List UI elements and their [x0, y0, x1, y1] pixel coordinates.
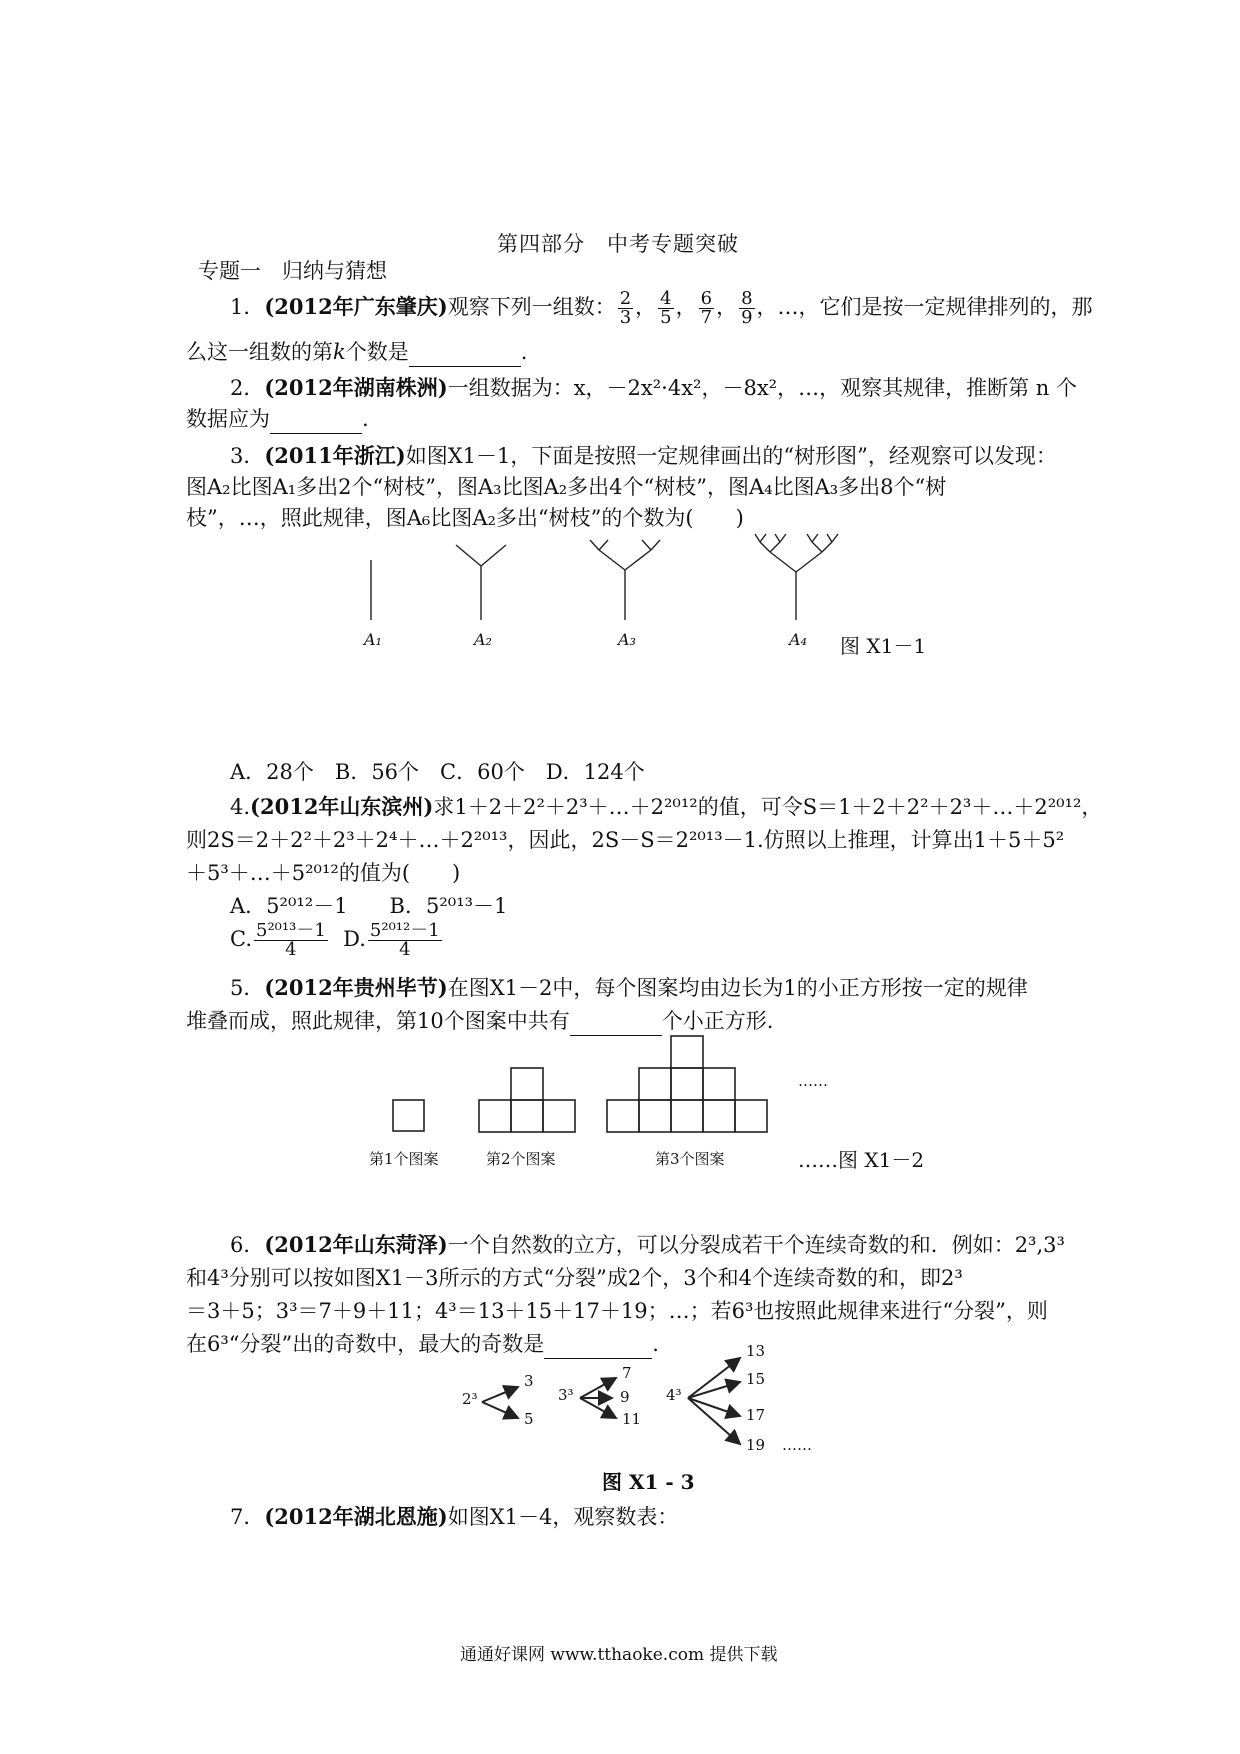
question-4-options-ab: A．5²⁰¹²－1 B．5²⁰¹³－1 [230, 894, 508, 918]
q5-source: (2012年贵州毕节) [264, 975, 448, 1000]
q4-option-c-fraction: $\frac{\text{5²⁰¹³－1}}{4}$ [256, 920, 326, 960]
q1-source: (2012年广东肇庆) [264, 294, 448, 319]
q4-option-d-fraction: $\frac{\text{5²⁰¹²－1}}{4}$ [369, 920, 440, 960]
tree-label-a1: A₁ [364, 630, 382, 649]
question-2-line-2: 数据应为 . [186, 404, 369, 434]
question-6-line-2: 和4³分别可以按如图X1－3所示的方式“分裂”成2个，3个和4个连续奇数的和，即2³ [186, 1266, 963, 1290]
question-6-line-1: 6．(2012年山东菏泽)一个自然数的立方，可以分裂成若干个连续奇数的和．例如：2³,3³ [230, 1232, 1065, 1257]
split-value-11: 11 [622, 1410, 642, 1428]
split-base-3-cubed: 3³ [558, 1386, 574, 1404]
question-3-options: A．28个 B．56个 C．60个 D．124个 [230, 760, 645, 784]
pattern-3-label: 第3个图案 [655, 1150, 725, 1168]
question-4-line-2: 则2S＝2＋2²＋2³＋2⁴＋…＋2²⁰¹³，因此，2S－S＝2²⁰¹³－1.仿照以上推理，计算出1＋5＋5² [186, 828, 1065, 852]
question-5-line-2: 堆叠而成，照此规律，第10个图案中共有 个小正方形. [186, 1006, 773, 1036]
pattern-1-label: 第1个图案 [369, 1150, 439, 1168]
tree-label-a2: A₂ [474, 630, 492, 649]
split-value-7: 7 [622, 1364, 632, 1382]
question-1-line-1: 1．(2012年广东肇庆)观察下列一组数： $\frac{2}{3}$ ， $\frac{4}{5}$ ， $\frac{6}{7}$ ， $\frac{8}{9}$ ，…，它们是按一定规律排列的，那 [230, 288, 1093, 328]
topic-title: 专题一 归纳与猜想 [198, 259, 387, 283]
q7-source: (2012年湖北恩施) [264, 1504, 448, 1529]
question-3-line-1: 3．(2011年浙江)如图X1－1，下面是按照一定规律画出的“树形图”，经观察可以发现： [230, 443, 1057, 468]
question-4-line-1: 4.(2012年山东滨州)求1＋2＋2²＋2³＋…＋2²⁰¹²的值，可令S＝1＋2＋2²＋2³＋…＋2²⁰¹²， [230, 794, 1103, 819]
split-value-17: 17 [746, 1406, 766, 1424]
q6-source: (2012年山东菏泽) [264, 1232, 448, 1257]
tree-label-a3: A₃ [618, 630, 636, 649]
question-6-line-3: ＝3＋5；3³＝7＋9＋11；4³＝13＋15＋17＋19；…；若6³也按照此规律来进行“分裂”，则 [186, 1299, 1048, 1323]
split-value-15: 15 [746, 1370, 766, 1388]
split-value-9: 9 [620, 1388, 630, 1406]
split-value-3: 3 [524, 1372, 534, 1390]
pattern-2-label: 第2个图案 [486, 1150, 556, 1168]
q1-variable-k: k [333, 340, 346, 364]
split-base-2-cubed: 2³ [462, 1390, 478, 1408]
q1-fraction-1: $\frac{2}{3}$ [619, 288, 632, 328]
split-base-4-cubed: 4³ [666, 1386, 682, 1404]
question-3-line-3: 枝”，…，照此规律，图A₆比图A₂多出“树枝”的个数为( ) [186, 506, 744, 530]
question-4-options-cd: C. $\frac{\text{5²⁰¹³－1}}{4}$ D. $\frac{\text{5²⁰¹²－1}}{4}$ [230, 920, 440, 960]
figure-x1-1-caption: 图 X1－1 [840, 634, 927, 658]
split-value-13: 13 [746, 1342, 766, 1360]
split-continuation-dots: …… [782, 1436, 812, 1454]
question-2-line-1: 2．(2012年湖南株洲)一组数据为：x，－2x²·4x²，－8x²，…，观察其规律，推断第 n 个 [230, 375, 1077, 400]
split-value-19: 19 [746, 1436, 766, 1454]
question-4-line-3: ＋5³＋…＋5²⁰¹²的值为( ) [186, 861, 461, 885]
q1-text-a: 观察下列一组数： [447, 295, 616, 319]
figure-x1-3-caption: 图 X1 - 3 [602, 1470, 695, 1494]
q3-source: (2011年浙江) [264, 443, 406, 468]
tree-label-a4: A₄ [789, 630, 807, 649]
question-1-line-2: 么这一组数的第k个数是 . [186, 337, 527, 367]
q2-source: (2012年湖南株洲) [264, 375, 448, 400]
q4-source: (2012年山东滨州) [250, 794, 434, 819]
figure-x1-2-caption: ……图 X1－2 [798, 1148, 925, 1172]
page-footer: 通通好课网 www.tthaoke.com 提供下载 [460, 1645, 778, 1665]
split-value-5: 5 [524, 1410, 534, 1428]
q1-text-b: ，…，它们是按一定规律排列的，那 [756, 295, 1093, 319]
pattern-continuation-dots: …… [798, 1072, 828, 1090]
question-5-line-1: 5．(2012年贵州毕节)在图X1－2中，每个图案均由边长为1的小正方形按一定的规律 [230, 975, 1028, 1000]
q1-fraction-3: $\frac{6}{7}$ [700, 288, 713, 328]
q1-fraction-2: $\frac{4}{5}$ [660, 288, 672, 328]
q1-fraction-4: $\frac{8}{9}$ [741, 288, 753, 328]
q1-number: 1． [230, 295, 265, 319]
page-heading: 第四部分 中考专题突破 [497, 232, 739, 256]
question-6-line-4: 在6³“分裂”出的奇数中，最大的奇数是 . [186, 1329, 659, 1359]
question-7-line-1: 7．(2012年湖北恩施)如图X1－4，观察数表： [230, 1504, 679, 1529]
question-3-line-2: 图A₂比图A₁多出2个“树枝”，图A₃比图A₂多出4个“树枝”，图A₄比图A₃多出8个“树 [186, 475, 947, 499]
